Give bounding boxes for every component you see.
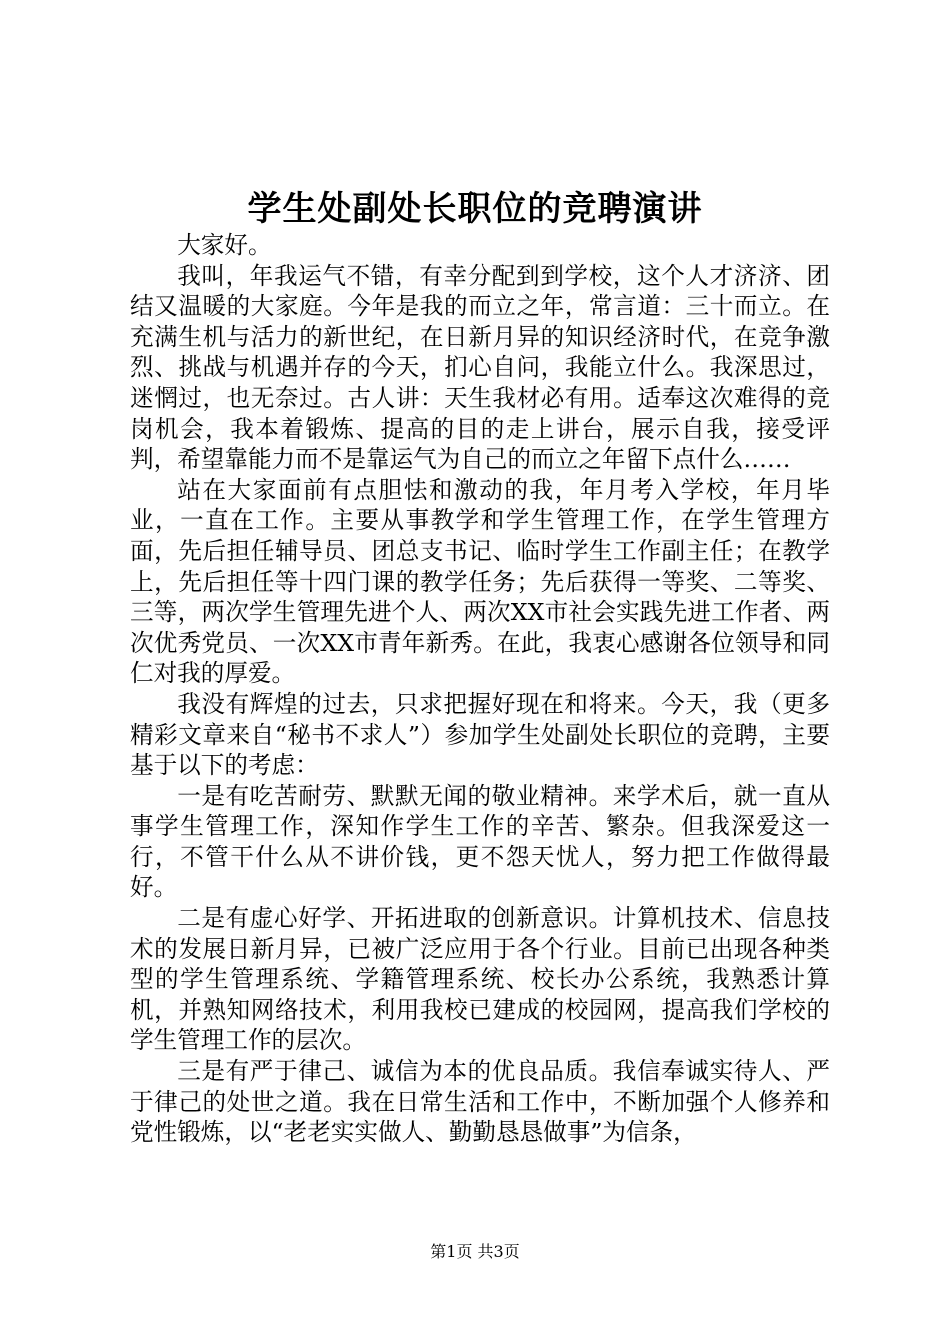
paragraph-background: 站在大家面前有点胆怯和激动的我，年月考入学校，年月毕业，一直在工作。主要从事教学和学生管理工作，在学生管理方面，先后担任辅导员、团总支书记、临时学生工作副主任；在教学上，先后担任等十四门课的教学任务；先后获得一等奖、二等奖、三等，两次学生管理先进个人、两次XX市社会实践先进工作者、两次优秀党员、一次XX市青年新秀。在此，我衷心感谢各位领导和同仁对我的厚爱。 bbox=[130, 475, 830, 688]
document-body bbox=[130, 230, 830, 1148]
page-number: 第1页 共3页 bbox=[430, 1242, 520, 1261]
paragraph-motivation: 我没有辉煌的过去，只求把握好现在和将来。今天，我（更多精彩文章来自“秘书不求人”）参加学生处副处长职位的竞聘，主要基于以下的考虑： bbox=[130, 689, 830, 780]
paragraph-point-one: 一是有吃苦耐劳、默默无闻的敬业精神。来学术后，就一直从事学生管理工作，深知作学生工作的辛苦、繁杂。但我深爱这一行，不管干什么从不讲价钱，更不怨天忧人，努力把工作做得最好。 bbox=[130, 781, 830, 902]
paragraph-point-two: 二是有虚心好学、开拓进取的创新意识。计算机技术、信息技术的发展日新月异，已被广泛应用于各个行业。目前已出现各种类型的学生管理系统、学籍管理系统、校长办公系统，我熟悉计算机，并熟知网络技术，利用我校已建成的校园网，提高我们学校的学生管理工作的层次。 bbox=[130, 904, 830, 1055]
page-title: 学生处副处长职位的竞聘演讲 bbox=[247, 189, 703, 229]
paragraph-greeting: 大家好。 bbox=[177, 231, 272, 259]
paragraph-introduction: 我叫，年我运气不错，有幸分配到到学校，这个人才济济、团结又温暖的大家庭。今年是我的而立之年，常言道：三十而立。在充满生机与活力的新世纪，在日新月异的知识经济时代，在竞争激烈、挑战与机遇并存的今天，扪心自问，我能立什么。我深思过，迷惘过，也无奈过。古人讲：天生我材必有用。适奉这次难得的竞岗机会，我本着锻炼、提高的目的走上讲台，展示自我，接受评判，希望靠能力而不是靠运气为自己的而立之年留下点什么…… bbox=[130, 261, 830, 474]
paragraph-point-three: 三是有严于律己、诚信为本的优良品质。我信奉诚实待人、严于律己的处世之道。我在日常生活和工作中，不断加强个人修养和党性锻炼，以“老老实实做人、勤勤恳恳做事”为信条， bbox=[130, 1057, 830, 1147]
